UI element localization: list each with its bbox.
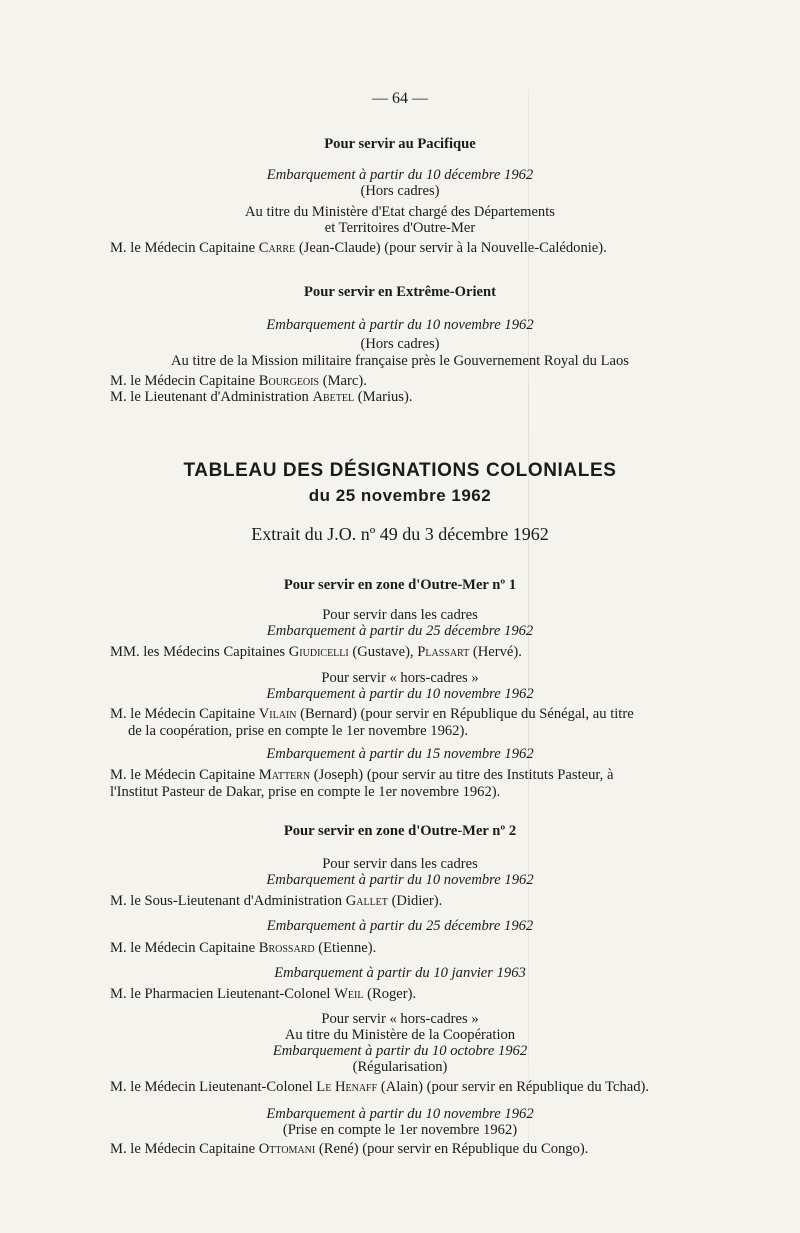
entry-surname: Bourgeois (258, 373, 320, 389)
extreme-orient-entry-1 (110, 373, 367, 390)
zone2-entry-5 (110, 1141, 588, 1158)
pacifique-entry (110, 240, 607, 257)
zone2-embarquement-4: Embarquement à partir du 10 octobre 1962 (272, 1043, 528, 1059)
extreme-orient-mission: Au titre de la Mission militaire française près le Gouvernement Royal du Laos (171, 353, 629, 369)
extreme-orient-hors-cadres: (Hors cadres) (360, 336, 440, 352)
zone2-entry-4 (110, 1079, 649, 1096)
entry-mid: (Gustave), (352, 644, 414, 660)
entry-suffix: (Didier). (391, 893, 443, 909)
entry-suffix: (Hervé). (472, 644, 522, 660)
zone1-embarquement-2: Embarquement à partir du 10 novembre 1962 (266, 686, 534, 702)
zone2-hors-cadres: Pour servir « hors-cadres » (321, 1011, 479, 1027)
zone1-hors-cadres: Pour servir « hors-cadres » (321, 670, 479, 686)
tableau-extrait: Extrait du J.O. nº 49 du 3 décembre 1962 (251, 524, 549, 544)
page-number: — 64 — (372, 90, 428, 107)
entry-surname: Le Henaff (316, 1079, 378, 1095)
zone2-regularisation: (Régularisation) (352, 1059, 448, 1075)
zone2-embarquement-2: Embarquement à partir du 25 décembre 1962 (266, 918, 534, 934)
entry-prefix: M. le Médecin Capitaine (110, 240, 256, 256)
entry-prefix: M. le Médecin Capitaine (110, 706, 256, 722)
entry-suffix: (Joseph) (pour servir au titre des Instituts Pasteur, à (313, 767, 614, 783)
entry-surname: Brossard (258, 940, 315, 956)
section-title-extreme-orient: Pour servir en Extrême-Orient (304, 284, 496, 300)
entry-surname: Gallet (345, 893, 388, 909)
extreme-orient-entry-2 (110, 389, 413, 406)
zone2-cadres: Pour servir dans les cadres (322, 856, 478, 872)
zone1-entry-3 (110, 767, 722, 801)
entry-surname: Ottomani (258, 1141, 316, 1157)
entry-prefix: M. le Médecin Capitaine (110, 1141, 256, 1157)
entry-suffix: (René) (pour servir en République du Congo). (318, 1141, 589, 1157)
zone2-embarquement-5: Embarquement à partir du 10 novembre 1962 (266, 1106, 534, 1122)
entry-surname: Abetel (312, 389, 355, 405)
zone2-entry-1 (110, 893, 442, 910)
zone2-cooperation: Au titre du Ministère de la Coopération (284, 1027, 516, 1043)
zone1-embarquement-1: Embarquement à partir du 25 décembre 1962 (266, 623, 534, 639)
entry-continuation: de la coopération, prise en compte le 1er novembre 1962). (128, 723, 468, 739)
entry-continuation: l'Institut Pasteur de Dakar, prise en compte le 1er novembre 1962). (110, 784, 501, 800)
zone2-prise-en-compte: (Prise en compte le 1er novembre 1962) (282, 1122, 518, 1138)
entry-surname: Weil (334, 986, 364, 1002)
entry-prefix: M. le Médecin Capitaine (110, 940, 256, 956)
entry-surname-2: Plassart (417, 644, 470, 660)
entry-suffix: (Marius). (357, 389, 413, 405)
section-title-pacifique: Pour servir au Pacifique (324, 136, 476, 152)
zone1-embarquement-3: Embarquement à partir du 15 novembre 1962 (266, 746, 534, 762)
entry-suffix: (Jean-Claude) (pour servir à la Nouvelle-Calédonie). (298, 240, 607, 256)
zone1-entry-1 (110, 644, 522, 661)
tableau-title: TABLEAU DES DÉSIGNATIONS COLONIALES (183, 460, 617, 481)
extreme-orient-embarquement: Embarquement à partir du 10 novembre 1962 (266, 317, 534, 333)
entry-prefix: M. le Médecin Capitaine (110, 767, 256, 783)
section-title-zone-2: Pour servir en zone d'Outre-Mer nº 2 (283, 823, 517, 839)
zone2-entry-3 (110, 986, 416, 1003)
zone2-embarquement-1: Embarquement à partir du 10 novembre 1962 (266, 872, 534, 888)
zone2-embarquement-3: Embarquement à partir du 10 janvier 1963 (274, 965, 526, 981)
entry-suffix: (Etienne). (318, 940, 377, 956)
entry-surname: Carre (258, 240, 296, 256)
zone2-entry-2 (110, 940, 376, 957)
entry-prefix: M. le Sous-Lieutenant d'Administration (110, 893, 343, 909)
zone1-entry-2 (110, 706, 722, 740)
pacifique-ministere-line1: Au titre du Ministère d'Etat chargé des Départements (245, 204, 555, 220)
entry-suffix: (Marc). (322, 373, 367, 389)
entry-prefix: MM. les Médecins Capitaines (110, 644, 286, 660)
pacifique-ministere-line2: et Territoires d'Outre-Mer (324, 220, 476, 236)
entry-surname: Giudicelli (288, 644, 349, 660)
entry-surname: Vilain (258, 706, 297, 722)
section-title-zone-1: Pour servir en zone d'Outre-Mer nº 1 (283, 577, 517, 593)
tableau-date: du 25 novembre 1962 (308, 486, 492, 505)
entry-prefix: M. le Médecin Capitaine (110, 373, 256, 389)
entry-suffix: (Alain) (pour servir en République du Tchad). (380, 1079, 650, 1095)
entry-prefix: M. le Lieutenant d'Administration (110, 389, 309, 405)
pacifique-hors-cadres: (Hors cadres) (360, 183, 440, 199)
entry-suffix: (Bernard) (pour servir en République du Sénégal, au titre (300, 706, 634, 722)
entry-prefix: M. le Médecin Lieutenant-Colonel (110, 1079, 313, 1095)
entry-surname: Mattern (258, 767, 311, 783)
zone1-cadres: Pour servir dans les cadres (322, 607, 478, 623)
entry-suffix: (Roger). (367, 986, 417, 1002)
entry-prefix: M. le Pharmacien Lieutenant-Colonel (110, 986, 331, 1002)
pacifique-embarquement: Embarquement à partir du 10 décembre 1962 (266, 167, 534, 183)
